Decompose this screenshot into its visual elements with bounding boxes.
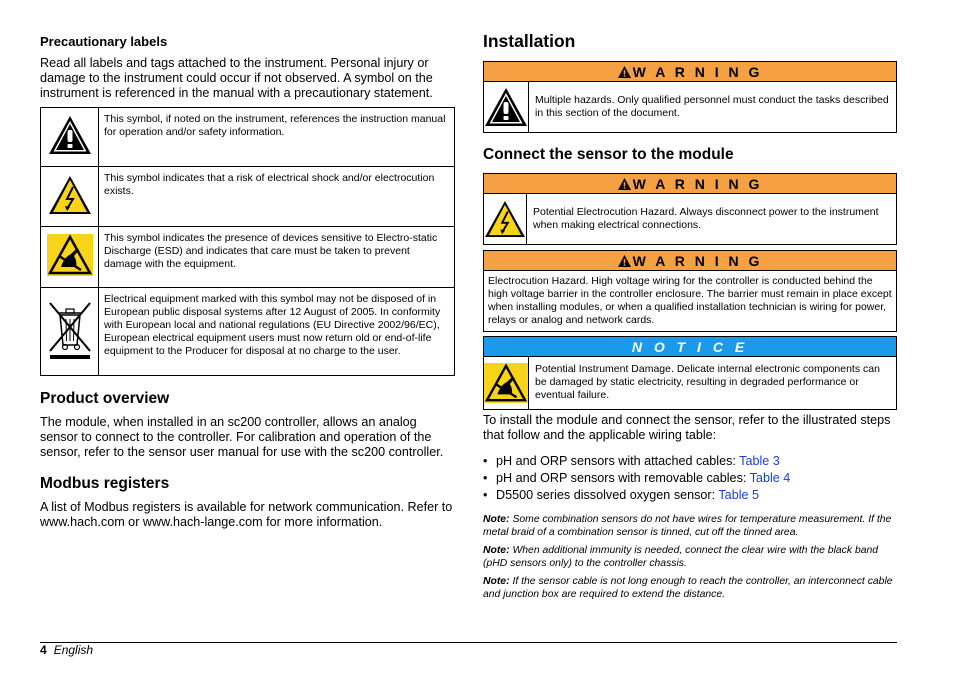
warning-triangle-icon	[484, 87, 528, 127]
table-row	[41, 288, 455, 376]
warning-label: W A R N I N G	[632, 176, 763, 192]
notice-label: N O T I C E	[631, 339, 749, 355]
connect-sensor-heading: Connect the sensor to the module	[483, 146, 734, 163]
symbol-description: This symbol indicates the presence of devices sensitive to Electro-static Discharge (ESD) and indicates that care must be taken to prevent damage with the equipment.	[99, 227, 455, 288]
note-cable-length: Note: If the sensor cable is not long enough to reach the controller, an interconnect cable and junction box are required to extend the distance.	[483, 576, 893, 600]
table-3-link[interactable]: Table 3	[739, 454, 780, 468]
list-item: • D5500 series dissolved oxygen sensor: Table 5	[483, 487, 790, 504]
esd-icon	[47, 234, 93, 276]
modbus-heading: Modbus registers	[40, 475, 170, 492]
warning-triangle-icon	[48, 115, 92, 155]
notice-box	[483, 336, 897, 410]
product-overview-heading: Product overview	[40, 390, 170, 407]
symbol-description: Electrical equipment marked with this symbol may not be disposed of in European public disposal systems after 12 August of 2005. In conformity with European local and national regulations (EU Directive 2002/96/EC), European electrical equipment users must now return old or end-of-life equipment to the Producer for disposal at no charge to the user.	[99, 288, 455, 376]
installation-heading: Installation	[483, 31, 576, 51]
warning-text: Potential Electrocution Hazard. Always disconnect power to the instrument when making electrical connections.	[533, 206, 879, 231]
note-additional-immunity: Note: When additional immunity is needed, connect the clear wire with the black band (pHD sensors only) to the controller chassis.	[483, 545, 879, 569]
table-row	[41, 108, 455, 167]
product-overview-text: The module, when installed in an sc200 controller, allows an analog sensor to connect to the controller. For calibration and operation of the sensor, refer to the sensor user manual for use with the sc200 controller.	[40, 415, 444, 459]
precautionary-text: Read all labels and tags attached to the instrument. Personal injury or damage to the instrument could occur if not observed. A symbol on the instrument is referenced in the manual with a precautionary statement.	[40, 56, 433, 100]
footer-language: English	[53, 643, 94, 657]
table-row	[41, 167, 455, 227]
table-5-link[interactable]: Table 5	[718, 488, 759, 502]
page-footer	[40, 643, 93, 657]
note-combination-sensors: Note: Some combination sensors do not have wires for temperature measurement. If the metal braid of a combination sensor is tinned, cut off the tinned area.	[483, 514, 892, 538]
warning-box-electrocution	[483, 173, 897, 245]
precaution-symbol-table	[40, 107, 455, 376]
warning-label: W A R N I N G	[632, 64, 763, 80]
warning-label: W A R N I N G	[632, 253, 763, 269]
wiring-table-list	[483, 453, 790, 504]
symbol-description: This symbol, if noted on the instrument, references the instruction manual for operation and/or safety information.	[99, 108, 455, 167]
warning-bar	[484, 251, 896, 271]
table-row	[41, 227, 455, 288]
symbol-description: This symbol indicates that a risk of electrical shock and/or electrocution exists.	[99, 167, 455, 227]
footer-divider	[40, 642, 897, 643]
notice-bar	[484, 337, 896, 357]
list-item: • pH and ORP sensors with removable cables: Table 4	[483, 470, 790, 487]
warning-box-high-voltage	[483, 250, 897, 332]
warning-text: Multiple hazards. Only qualified personnel must conduct the tasks described in this section of the document.	[535, 94, 889, 119]
esd-icon	[484, 363, 528, 403]
table-4-link[interactable]: Table 4	[749, 471, 791, 485]
weee-bin-icon	[47, 299, 93, 361]
warning-bar	[484, 174, 896, 194]
list-item: • pH and ORP sensors with attached cables: Table 3	[483, 453, 790, 470]
warning-text: Electrocution Hazard. High voltage wiring for the controller is conducted behind the high voltage barrier in the controller enclosure. The barrier must remain in place except when installing modules, or when a qualified installation technician is wiring for power, relays or analog and network cards.	[488, 275, 892, 326]
notice-text: Potential Instrument Damage. Delicate internal electronic components can be damaged by static electricity, resulting in degraded performance or eventual failure.	[535, 363, 880, 401]
electric-shock-icon	[484, 200, 526, 238]
install-intro: To install the module and connect the sensor, refer to the illustrated steps that follow and the applicable wiring table:	[483, 413, 891, 442]
page-number: 4	[40, 643, 47, 657]
warning-small-icon	[618, 178, 631, 190]
modbus-text: A list of Modbus registers is available for network communication. Refer to www.hach.com or www.hach-lange.com for more information.	[40, 500, 453, 529]
warning-small-icon	[618, 66, 631, 78]
warning-box-multiple-hazards	[483, 61, 897, 133]
precautionary-heading: Precautionary labels	[40, 34, 168, 49]
electric-shock-icon	[48, 175, 92, 215]
warning-small-icon	[618, 255, 631, 267]
warning-bar	[484, 62, 896, 82]
